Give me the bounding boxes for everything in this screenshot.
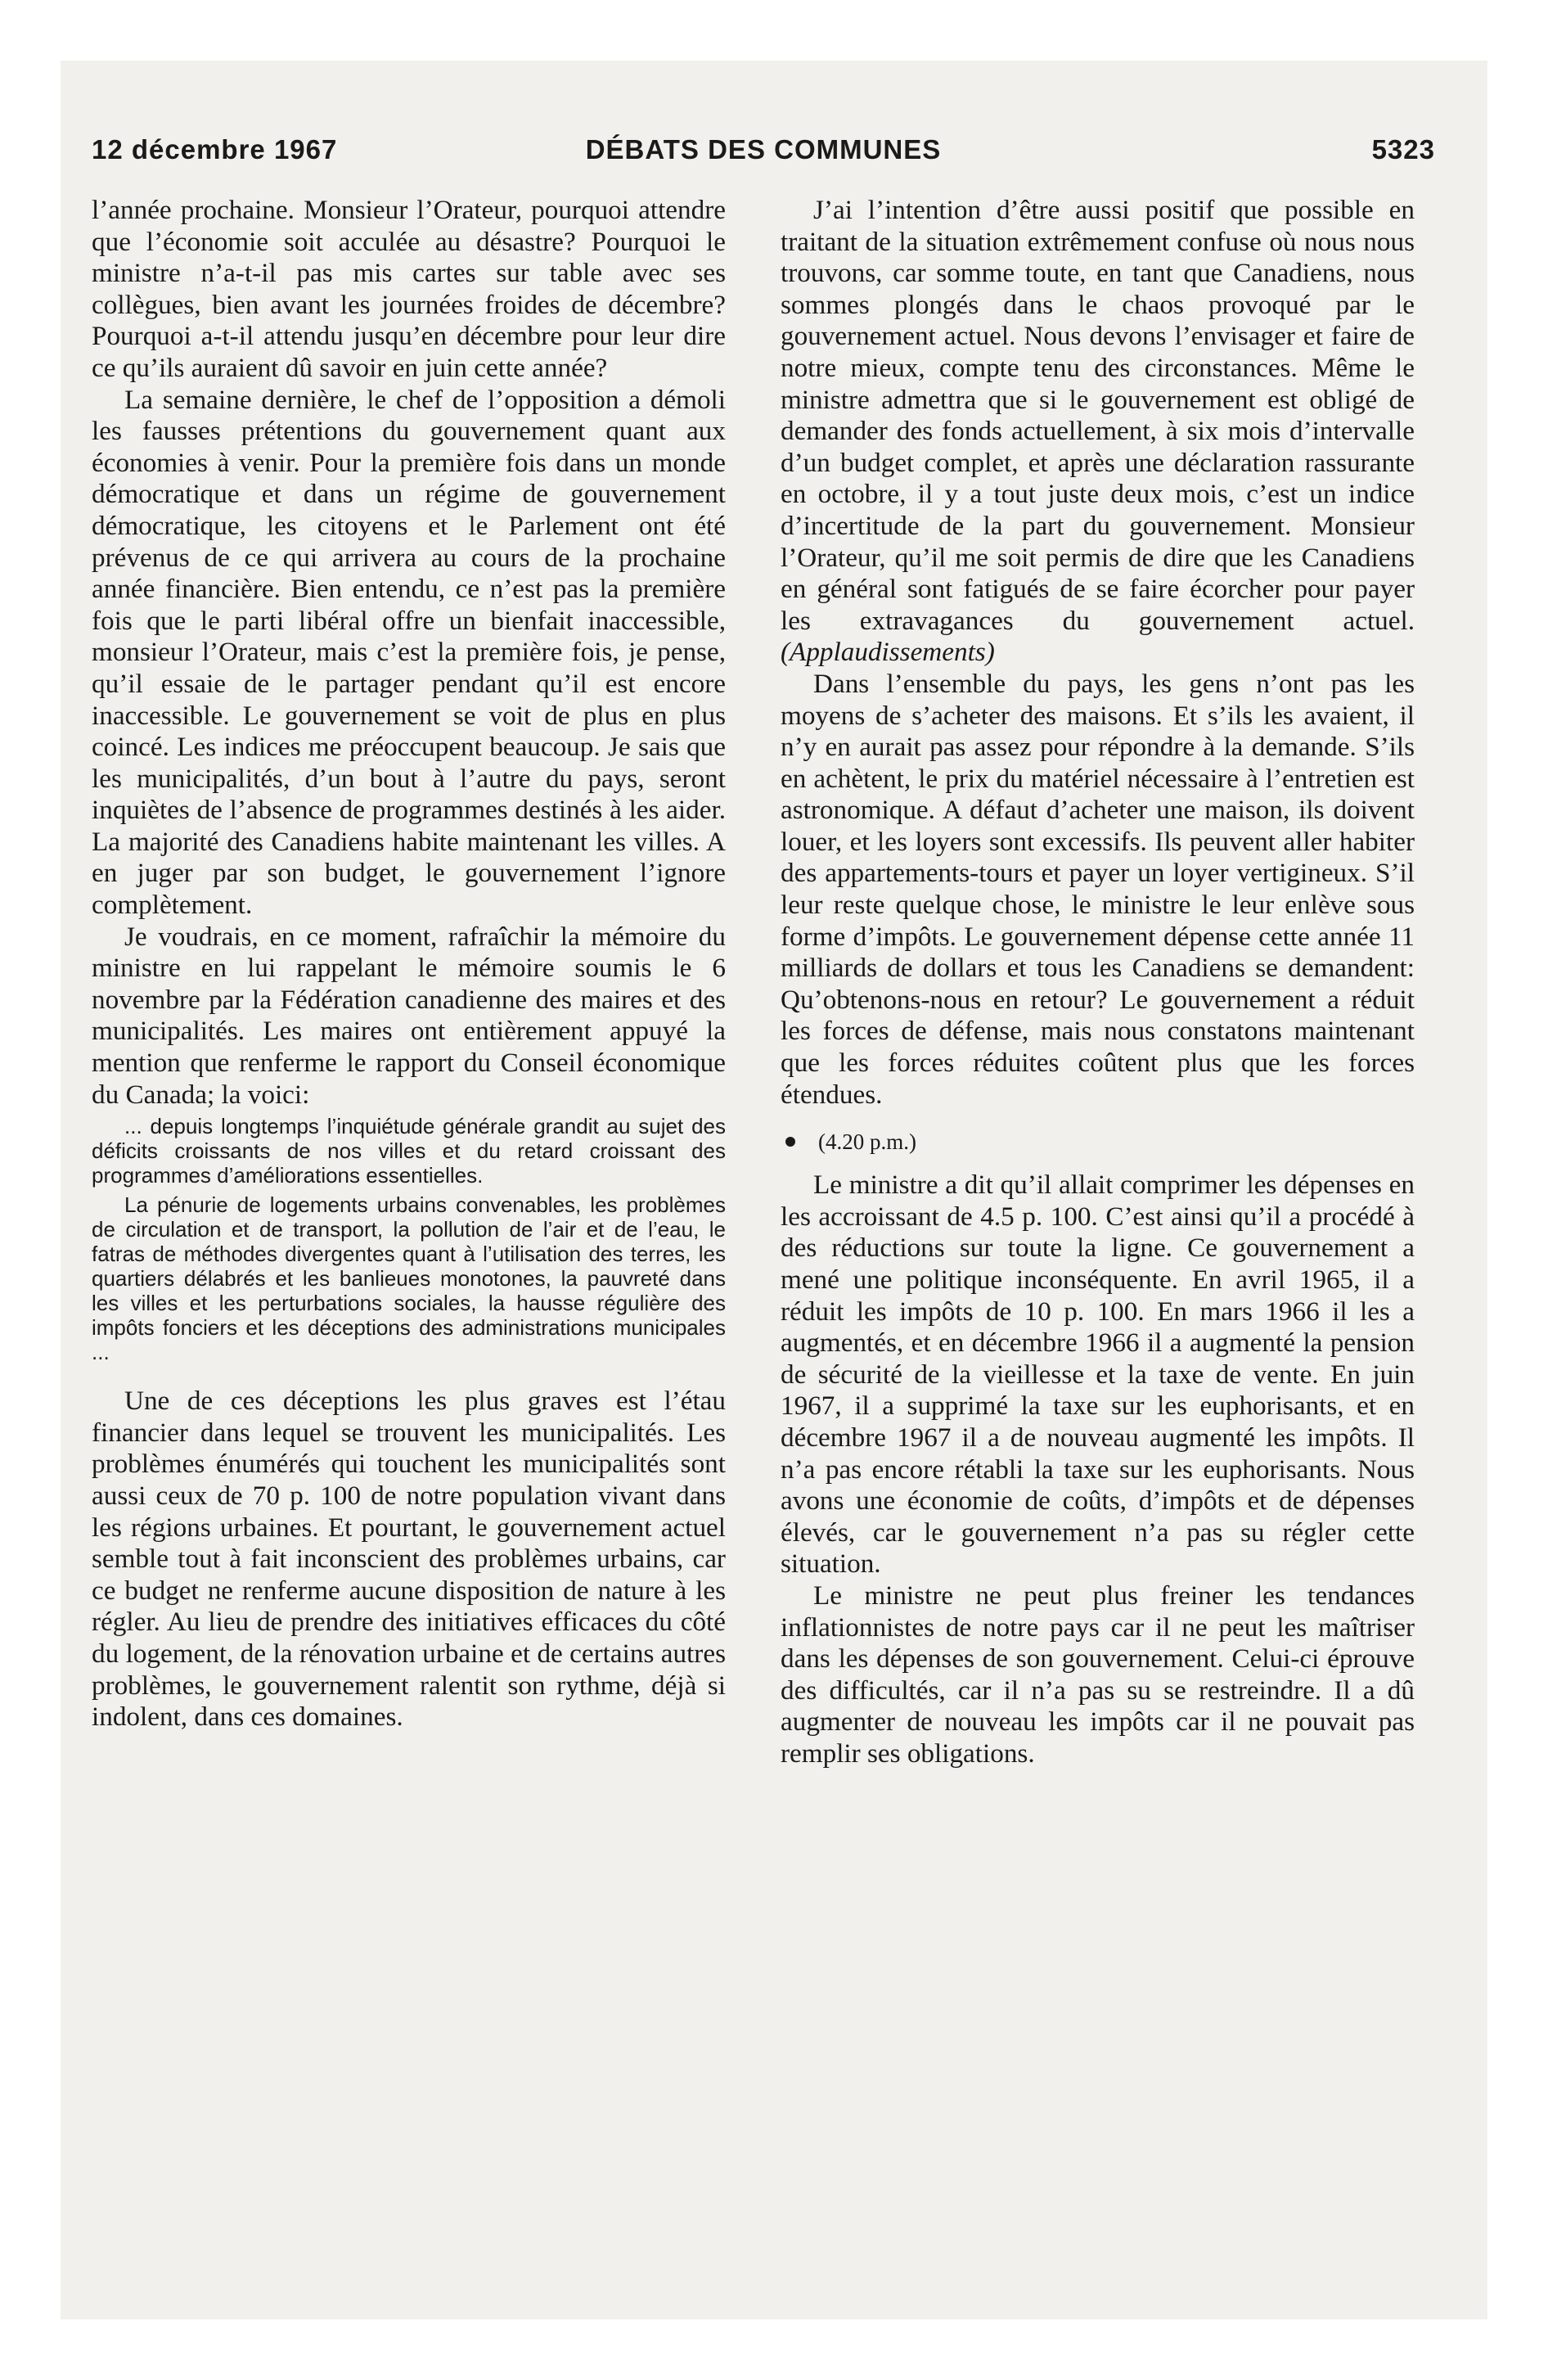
paragraph: Une de ces déceptions les plus graves est l’étau financier dans lequel se trouvent les municipalités. Les problèmes énumérés qui touchent les municipalités sont aussi ceux de 70 p. 100 de notre population vivant dans les régions urbaines. Et pourtant, le gouvernement actuel semble tout à fait inconscient des problèmes urbains, car ce budget ne renferme aucune disposition de nature à les régler. Au lieu de prendre des initiatives efficaces du côté du logement, de la rénovation urbaine et de certains autres problèmes, le gouvernement ralentit son rythme, déjà si indolent, dans ces domaines. [92, 1386, 726, 1733]
paragraph: l’année prochaine. Monsieur l’Orateur, pourquoi attendre que l’économie soit acculée au désastre? Pourquoi le ministre n’a-t-il pas mis cartes sur table avec ses collègues, bien avant les journées froides de décembre? Pourquoi a-t-il attendu jusqu’en décembre pour leur dire ce qu’ils auraient dû savoir en juin cette année? [92, 195, 726, 383]
right-column [781, 195, 1415, 1770]
paragraph: Le ministre ne peut plus freiner les tendances inflationnistes de notre pays car il ne peut les maîtriser dans les dépenses de son gouvernement. Celui-ci éprouve des difficultés, car il n’a pas su se restreindre. Il a dû augmenter de nouveau les impôts car il ne pouvait pas remplir ses obligations. [781, 1580, 1415, 1769]
block-quote: La pénurie de logements urbains convenables, les problèmes de circulation et de transport, la pollution de l’air et de l’eau, le fatras de méthodes divergentes quant à l’utilisation des terres, les quartiers délabrés et les banlieues monotones, la pauvreté dans les villes et les perturbations sociales, la hausse régulière des impôts fonciers et les déceptions des administrations municipales ... [92, 1192, 726, 1365]
header-page-number: 5323 [1371, 134, 1435, 165]
header-date: 12 décembre 1967 [92, 134, 338, 165]
paragraph: Le ministre a dit qu’il allait comprimer les dépenses en les accroissant de 4.5 p. 100. C’est ainsi qu’il a procédé à des réductions sur toute la ligne. Ce gouvernement a mené une politique inconséquente. En avril 1965, il a réduit les impôts de 10 p. 100. En mars 1966 il les a augmentés, et en décembre 1966 il a augmenté la pension de sécurité de la vieillesse et la taxe de vente. En juin 1967, il a supprimé la taxe sur les euphorisants, et en décembre 1967 il a de nouveau augmenté les impôts. Il n’a pas encore rétabli la taxe sur les euphorisants. Nous avons une économie de coûts, d’impôts et de dépenses élevés, car le gouvernement n’a pas su régler cette situation. [781, 1170, 1415, 1580]
paragraph: La semaine dernière, le chef de l’opposition a démoli les fausses prétentions du gouvernement quant aux économies à venir. Pour la première fois dans un monde démocratique et dans un régime de gouvernement démocratique, les citoyens et le Parlement ont été prévenus de ce qui arrivera au cours de la prochaine année financière. Bien entendu, ce n’est pas la première fois que le parti libéral offre un bienfait inaccessible, monsieur l’Orateur, mais c’est la première fois, je pense, qu’il essaie de le partager pendant qu’il est encore inaccessible. Le gouvernement se voit de plus en plus coincé. Les indices me préoccupent beaucoup. Je sais que les municipalités, d’un bout à l’autre du pays, seront inquiètes de l’absence de programmes destinés à les aider. La majorité des Canadiens habite maintenant les villes. A en juger par son budget, le gouvernement l’ignore complètement. [92, 384, 726, 921]
block-quote: ... depuis longtemps l’inquiétude générale grandit au sujet des déficits croissants de nos villes et du retard croissant des programmes d’améliorations essentielles. [92, 1114, 726, 1188]
left-column [92, 195, 726, 1733]
page-header [92, 134, 1435, 175]
time-marker-text: (4.20 p.m.) [818, 1129, 916, 1155]
paragraph: Je voudrais, en ce moment, rafraîchir la mémoire du ministre en lui rappelant le mémoire soumis le 6 novembre par la Fédération canadienne des maires et des municipalités. Les maires ont entièrement appuyé la mention que renferme le rapport du Conseil économique du Canada; la voici: [92, 921, 726, 1110]
paragraph-text: J’ai l’intention d’être aussi positif que possible en traitant de la situation extrêmement confuse où nous nous trouvons, car somme toute, en tant que Canadiens, nous sommes plongés dans le chaos provoqué par le gouvernement actuel. Nous devons l’envisager et faire de notre mieux, compte tenu des circonstances. Même le ministre admettra que si le gouvernement est obligé de demander des fonds actuellement, à six mois d’intervalle d’un budget complet, et après une déclaration rassurante en octobre, il y a tout juste deux mois, c’est un indice d’incertitude de la part du gouvernement. Monsieur l’Orateur, qu’il me soit permis de dire que les Canadiens en général sont fatigués de se faire écorcher pour payer les extravagances du gouvernement actuel. [781, 195, 1415, 636]
bullet-icon [785, 1137, 795, 1147]
header-title: DÉBATS DES COMMUNES [585, 134, 942, 165]
time-marker [781, 1129, 1415, 1155]
paragraph: Dans l’ensemble du pays, les gens n’ont pas les moyens de s’acheter des maisons. Et s’ils les avaient, il n’y en aurait pas assez pour répondre à la demande. S’ils en achètent, le prix du matériel nécessaire à l’entretien est astronomique. A défaut d’acheter une maison, ils doivent louer, et les loyers sont excessifs. Ils peuvent aller habiter des appartements-tours et payer un loyer vertigineux. S’il leur reste quelque chose, le ministre le leur enlève sous forme d’impôts. Le gouvernement dépense cette année 11 milliards de dollars et tous les Canadiens se demandent: Qu’obtenons-nous en retour? Le gouvernement a réduit les forces de défense, mais nous constatons maintenant que les forces réduites coûtent plus que les forces étendues. [781, 668, 1415, 1110]
applause-note: (Applaudissements) [781, 637, 995, 668]
paragraph [781, 195, 1415, 669]
